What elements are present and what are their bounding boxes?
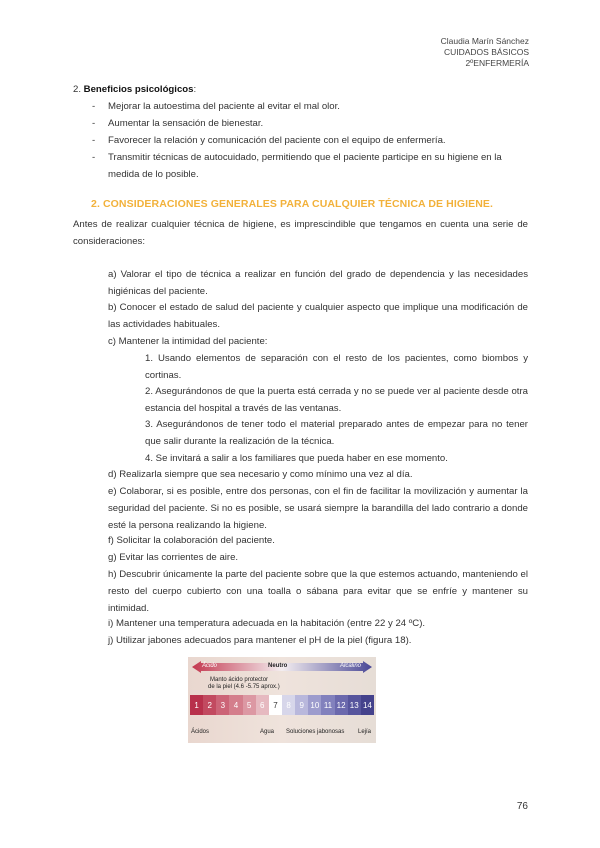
ph-cell: 9 xyxy=(295,695,308,715)
bullet-dash: - xyxy=(92,101,96,112)
item-c1: 1. Usando elementos de separación con el resto de los pacientes, como biombos y cortinas. xyxy=(145,353,528,381)
ph-cell: 8 xyxy=(282,695,295,715)
item-c3: 3. Asegurándonos de tener todo el material preparado antes de empezar para no tener que salir durante la realización de la técnica. xyxy=(145,419,528,447)
manto-label-1: Manto ácido protector xyxy=(210,677,269,683)
section-title: 2. CONSIDERACIONES GENERALES PARA CUALQUIER TÉCNICA DE HIGIENE. xyxy=(91,198,494,210)
ph-cell: 10 xyxy=(308,695,321,715)
item-c4: 4. Se invitará a salir a los familiares que pueda haber en ese momento. xyxy=(145,453,448,464)
item-c2: 2. Asegurándonos de que la puerta está cerrada y no se puede ver al paciente desde otra estancia del hospital a través de las ventanas. xyxy=(145,386,528,414)
page-number: 76 xyxy=(516,801,528,812)
page-header xyxy=(441,36,529,69)
lejia-label: Lejía xyxy=(358,729,372,735)
agua-label: Agua xyxy=(260,729,275,735)
psych-heading xyxy=(73,81,196,98)
item-i: i) Mantener una temperatura adecuada en la habitación (entre 22 y 24 ºC). xyxy=(108,618,426,629)
item-f: f) Solicitar la colaboración del paciente. xyxy=(108,535,275,546)
psych-number: 2. xyxy=(73,84,84,95)
item-c: c) Mantener la intimidad del paciente: xyxy=(108,336,268,347)
ph-cell: 7 xyxy=(269,695,282,715)
ph-cell: 11 xyxy=(321,695,334,715)
jabon-label: Soluciones jabonosas xyxy=(286,729,345,735)
ph-cells xyxy=(190,695,374,715)
ph-cell: 13 xyxy=(348,695,361,715)
intro-paragraph: Antes de realizar cualquier técnica de higiene, es imprescindible que tengamos en cuenta una serie de consideraciones: xyxy=(73,219,528,247)
psych-colon: : xyxy=(193,84,197,95)
item-e: e) Colaborar, si es posible, entre dos personas, con el fin de facilitar la movilización y aumentar la seguridad del paciente. Si no es posible, se usará siempre la barandilla del lado contrario a donde esté la persona realizando la higiene. xyxy=(108,486,528,531)
ph-cell: 3 xyxy=(216,695,229,715)
item-d: d) Realizarla siempre que sea necesario y como mínimo una vez al día. xyxy=(108,469,413,480)
ph-cell: 1 xyxy=(190,695,203,715)
list-item-text: Mejorar la autoestima del paciente al evitar el mal olor. xyxy=(108,101,340,112)
neutro-label: Neutro xyxy=(268,663,288,669)
item-b: b) Conocer el estado de salud del paciente y cualquier aspecto que implique una modificación de las actividades habituales. xyxy=(108,302,528,330)
ph-cell: 12 xyxy=(335,695,348,715)
list-item-text: Transmitir técnicas de autocuidado, permitiendo que el paciente participe en su higiene en la medida de lo posible. xyxy=(108,152,502,180)
psych-title: Beneficios psicológicos xyxy=(83,84,194,95)
course-name: CUIDADOS BÁSICOS xyxy=(443,47,529,57)
ph-cell: 14 xyxy=(361,695,374,715)
bullet-dash: - xyxy=(92,152,96,163)
ph-cell: 6 xyxy=(256,695,269,715)
list-item-text: Aumentar la sensación de bienestar. xyxy=(108,118,264,129)
ph-cell: 2 xyxy=(203,695,216,715)
bullet-dash: - xyxy=(92,118,96,129)
alcalino-label: Alcalino xyxy=(340,663,362,669)
author-name: Claudia Marín Sánchez xyxy=(440,36,529,46)
item-g: g) Evitar las corrientes de aire. xyxy=(108,552,239,563)
ph-scale-figure xyxy=(188,657,376,743)
list-item-text: Favorecer la relación y comunicación del paciente con el equipo de enfermería. xyxy=(108,135,446,146)
ph-cell: 5 xyxy=(243,695,256,715)
acido-label: Ácido xyxy=(202,663,218,669)
ph-cell: 4 xyxy=(229,695,242,715)
item-j: j) Utilizar jabones adecuados para mantener el pH de la piel (figura 18). xyxy=(108,635,412,646)
bullet-dash: - xyxy=(92,135,96,146)
item-a: a) Valorar el tipo de técnica a realizar en función del grado de dependencia y las necesidades higiénicas del paciente. xyxy=(108,269,528,297)
manto-label-2: de la piel (4.6 -5.75 aprox.) xyxy=(208,684,280,690)
acidos-label: Ácidos xyxy=(191,729,210,735)
item-h: h) Descubrir únicamente la parte del paciente sobre que la que estemos actuando, manteniendo el resto del cuerpo cubierto con una toalla o sábana para evitar que se enfríe y mantener su intimidad. xyxy=(108,569,528,614)
course-year: 2ºENFERMERÍA xyxy=(465,58,529,68)
